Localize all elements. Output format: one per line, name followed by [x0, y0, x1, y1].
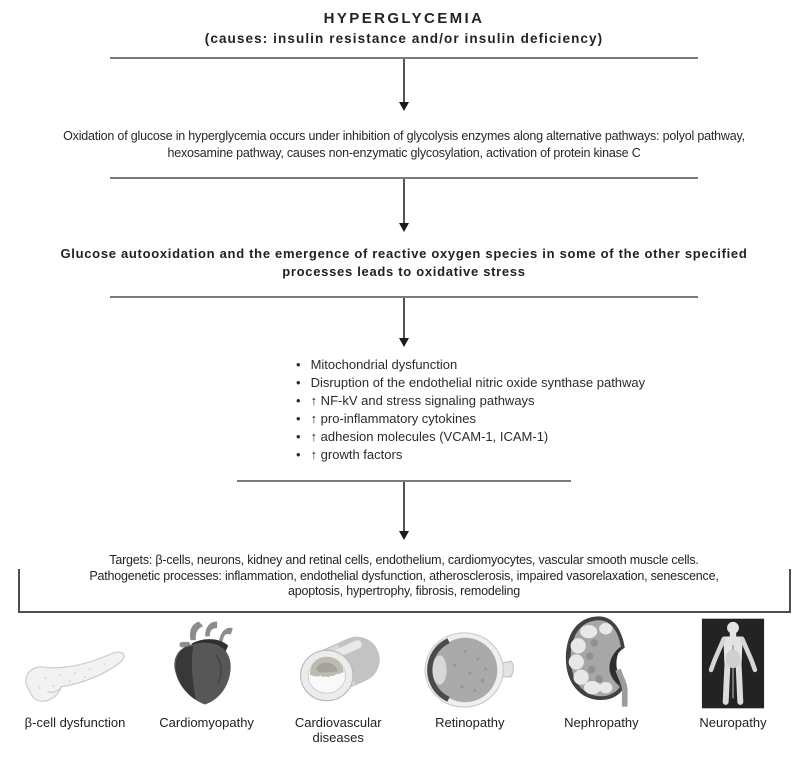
targets-line3: apoptosis, hypertrophy, fibrosis, remodeling	[287, 584, 521, 598]
list-item: • ↑ NF-kV and stress signaling pathways	[296, 392, 808, 410]
arrow-stem	[403, 482, 405, 531]
diagram-header	[0, 0, 808, 48]
targets-line2: Pathogenetic processes: inflammation, endothelial dysfunction, atherosclerosis, impaired vasorelaxation, senescence,	[89, 568, 719, 583]
list-item: • Mitochondrial dysfunction	[296, 356, 808, 374]
list-item: • ↑ pro-inflammatory cytokines	[296, 410, 808, 428]
outcome-label: Neuropathy	[699, 714, 767, 730]
outcome-retinopathy	[411, 614, 529, 745]
arrow-stem	[403, 59, 405, 102]
outcome-label: Retinopathy	[435, 714, 505, 730]
outcome-label: β-cell dysfunction	[24, 714, 126, 730]
down-arrow-icon	[0, 298, 808, 347]
outcome-label: Nephropathy	[564, 714, 639, 730]
pancreas-icon	[16, 614, 134, 710]
outcome-beta-cell	[16, 614, 134, 745]
outcome-nephropathy	[542, 614, 660, 745]
down-arrow-icon	[0, 482, 808, 540]
arrow-stem	[403, 298, 405, 338]
heart-icon	[161, 614, 253, 710]
targets-block	[9, 553, 799, 600]
outcome-neuropathy	[674, 614, 792, 745]
arrow-stem	[403, 179, 405, 223]
arrow-head	[399, 338, 409, 347]
step-oxidation-text	[0, 128, 808, 162]
page-title: HYPERGLYCEMIA	[323, 10, 485, 27]
outcome-label: Cardiovascular diseases	[294, 714, 382, 745]
outcome-label: Cardiomyopathy	[159, 714, 254, 730]
list-item: • ↑ adhesion molecules (VCAM-1, ICAM-1)	[296, 428, 808, 446]
down-arrow-icon	[0, 59, 808, 111]
step-oxidation-line2: hexosamine pathway, causes non-enzymatic glycosylation, activation of protein kinase C	[167, 146, 641, 160]
outcomes-row	[0, 614, 808, 745]
human-body-icon	[701, 614, 765, 710]
step-autooxidation-text	[0, 245, 808, 281]
page-subtitle: (causes: insulin resistance and/or insulin deficiency)	[204, 31, 604, 46]
arrow-head	[399, 223, 409, 232]
step-autooxidation-line2: processes leads to oxidative stress	[282, 264, 526, 279]
list-item: • ↑ growth factors	[296, 446, 808, 464]
outcome-cardiomyopathy	[148, 614, 266, 745]
arrow-head	[399, 102, 409, 111]
effects-list	[296, 356, 808, 464]
down-arrow-icon	[0, 179, 808, 232]
kidney-icon	[563, 614, 639, 710]
step-autooxidation-line1: Glucose autooxidation and the emergence of reactive oxygen species in some of the other specified	[60, 246, 748, 261]
arrow-head	[399, 531, 409, 540]
targets-line1: Targets: β-cells, neurons, kidney and retinal cells, endothelium, cardiomyocytes, vascular smooth muscle cells.	[109, 553, 699, 567]
step-oxidation-line1: Oxidation of glucose in hyperglycemia occurs under inhibition of glycolysis enzymes along alternative pathways: polyol pathway,	[63, 129, 745, 143]
blood-vessel-icon	[291, 614, 385, 710]
outcome-cardiovascular	[279, 614, 397, 745]
eye-icon	[421, 614, 519, 710]
list-item: • Disruption of the endothelial nitric oxide synthase pathway	[296, 374, 808, 392]
